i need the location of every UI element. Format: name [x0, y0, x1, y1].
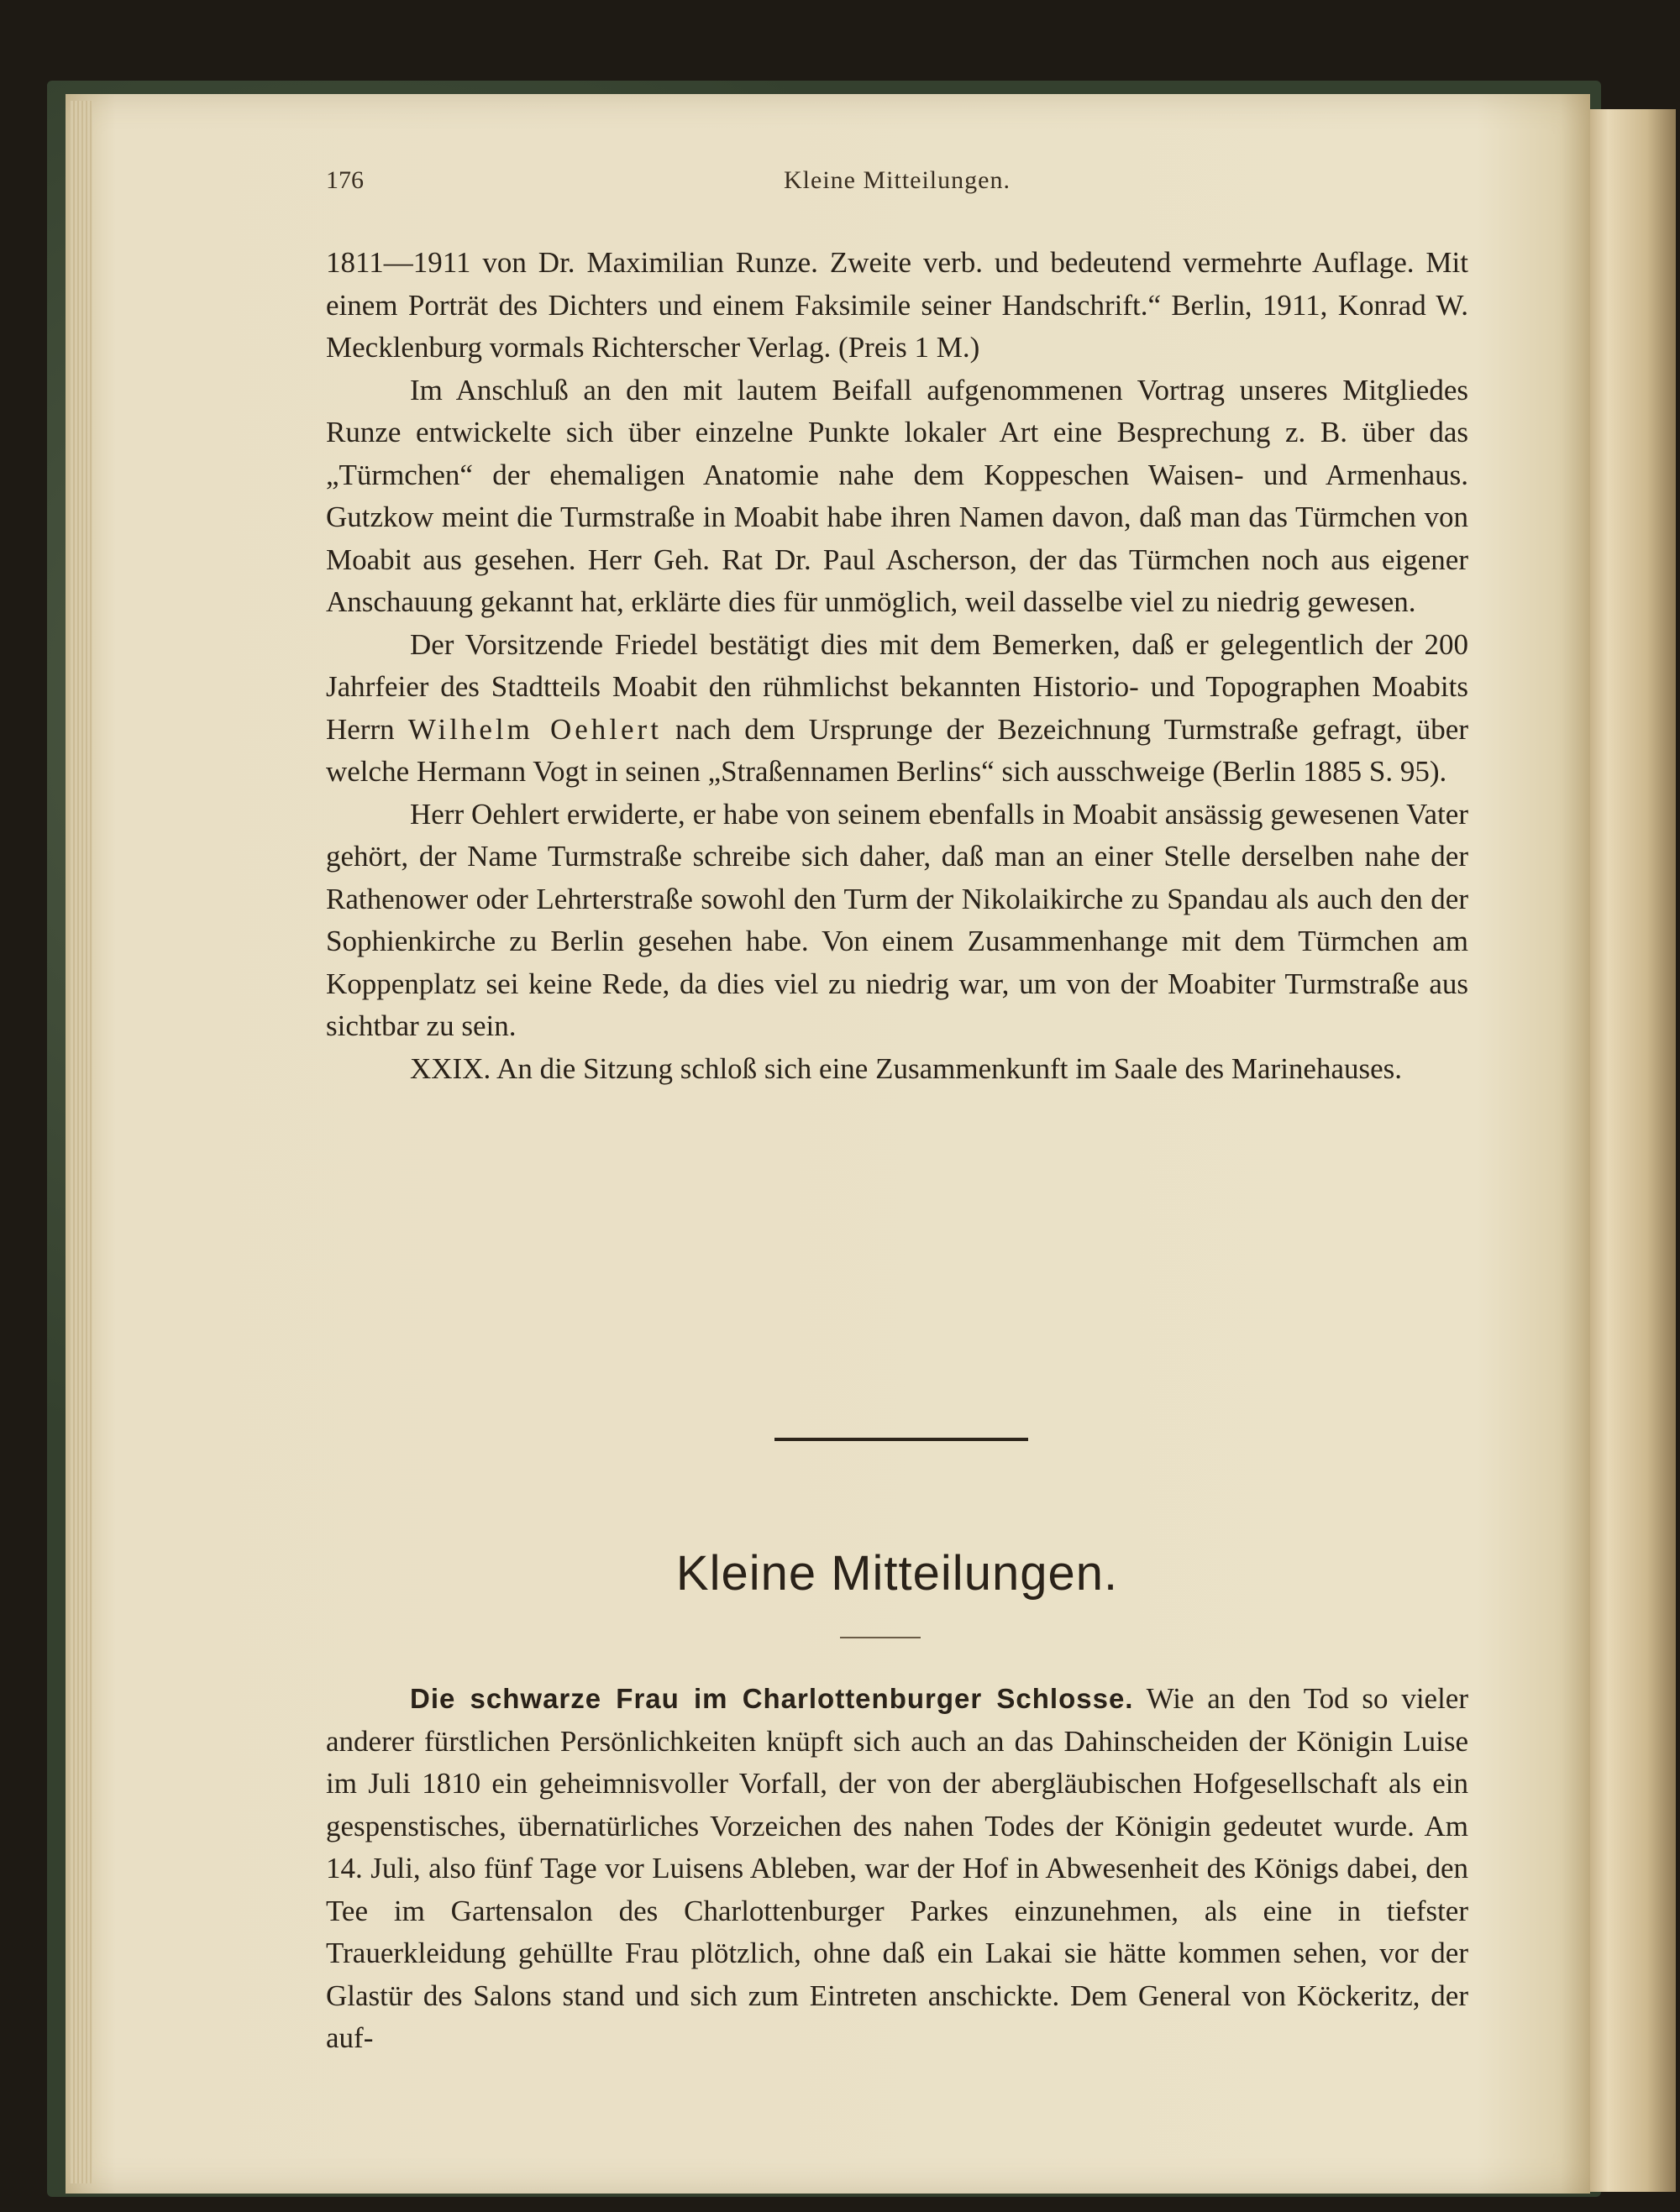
running-head: [326, 166, 1468, 200]
paragraph-meeting-close: XXIX. An die Sitzung schloß sich eine Zusammenkunft im Saale des Marinehauses.: [410, 1051, 1403, 1085]
section-divider: [774, 1438, 1028, 1441]
paragraph-chairman-part-1: Der Vorsitzende Friedel bestätigt dies mit dem Bemerken, daß er gelegentlich der 200 Jahrfeier des Stadtteils Moabit den rühmlichst bekannten Historio- und Topographen Moabits Herrn: [326, 627, 1468, 746]
minutes-text: [326, 242, 1468, 1090]
section-heading: Kleine Mitteilungen.: [675, 1546, 1119, 1601]
article-paragraph: [326, 1678, 1468, 2060]
heading-underline: [840, 1637, 921, 1638]
paragraph-chairman: [326, 624, 1468, 794]
article-text: [326, 1678, 1468, 2060]
right-page-edge: [1579, 109, 1676, 2192]
paragraph-citation: 1811—1911 von Dr. Maximilian Runze. Zweite verb. und bedeutend vermehrte Auflage. Mit einem Porträt des Dichters und einem Faksimile seiner Handschrift.“ Berlin, 1911, Konrad W. Mecklenburg vormals Richterscher Verlag. (Preis 1 M.): [326, 246, 1468, 364]
left-page-edges: [71, 101, 92, 2183]
article-lead-title: Die schwarze Frau im Charlottenburger Schlosse.: [410, 1683, 1134, 1714]
paragraph-chairman-part-2: nach dem Ursprunge der Bezeichnung Turmstraße gefragt, über welche Hermann Vogt in seinen „Straßennamen Berlins“ sich ausschweige (Berlin 1885 S. 95).: [326, 712, 1468, 788]
article-body: Wie an den Tod so vieler anderer fürstlichen Persönlichkeiten knüpft sich auch an das Dahinscheiden der Königin Luise im Juli 1810 ein geheimnisvoller Vorfall, der von der abergläubischen Hofgesellschaft als ein gespenstisches, übernatürliches Vorzeichen des nahen Todes der Königin gedeutet wurde. Am 14. Juli, also fünf Tage vor Luisens Ableben, war der Hof in Abwesenheit des Königs dabei, den Tee im Gartensalon des Charlottenburger Parkes einzunehmen, als eine in tiefster Trauerkleidung gehüllte Frau plötzlich, ohne daß ein Lakai sie hätte kommen sehen, vor der Glastür des Salons stand und sich zum Eintreten anschickte. Dem General von Köckeritz, der auf-: [326, 1682, 1468, 2054]
person-name-oehlert: Wilhelm Oehlert: [407, 712, 662, 746]
paragraph-discussion: Im Anschluß an den mit lautem Beifall aufgenommenen Vortrag unseres Mitgliedes Runze entwickelte sich über einzelne Punkte lokaler Art eine Besprechung z. B. über das „Türmchen“ der ehemaligen Anatomie nahe dem Koppeschen Waisen- und Armenhaus. Gutzkow meint die Turmstraße in Moabit habe ihren Namen davon, daß man das Türmchen von Moabit aus gesehen. Herr Geh. Rat Dr. Paul Ascherson, der das Türmchen noch aus eigener Anschauung gekannt hat, erklärte dies für unmöglich, weil dasselbe viel zu niedrig gewesen.: [326, 373, 1468, 618]
paragraph-oehlert-reply: Herr Oehlert erwiderte, er habe von seinem ebenfalls in Moabit ansässig gewesenen Vater gehört, der Name Turmstraße schreibe sich daher, daß man an einer Stelle derselben nahe der Rathenower oder Lehrterstraße sowohl den Turm der Nikolaikirche zu Spandau als auch den der Sophienkirche zu Berlin gesehen habe. Von einem Zusammenhange mit dem Türmchen am Koppenplatz sei keine Rede, da dies viel zu niedrig war, um von der Moabiter Turmstraße aus sichtbar zu sein.: [326, 797, 1468, 1042]
page-number: 176: [326, 166, 364, 194]
running-title: Kleine Mitteilungen.: [784, 166, 1011, 194]
